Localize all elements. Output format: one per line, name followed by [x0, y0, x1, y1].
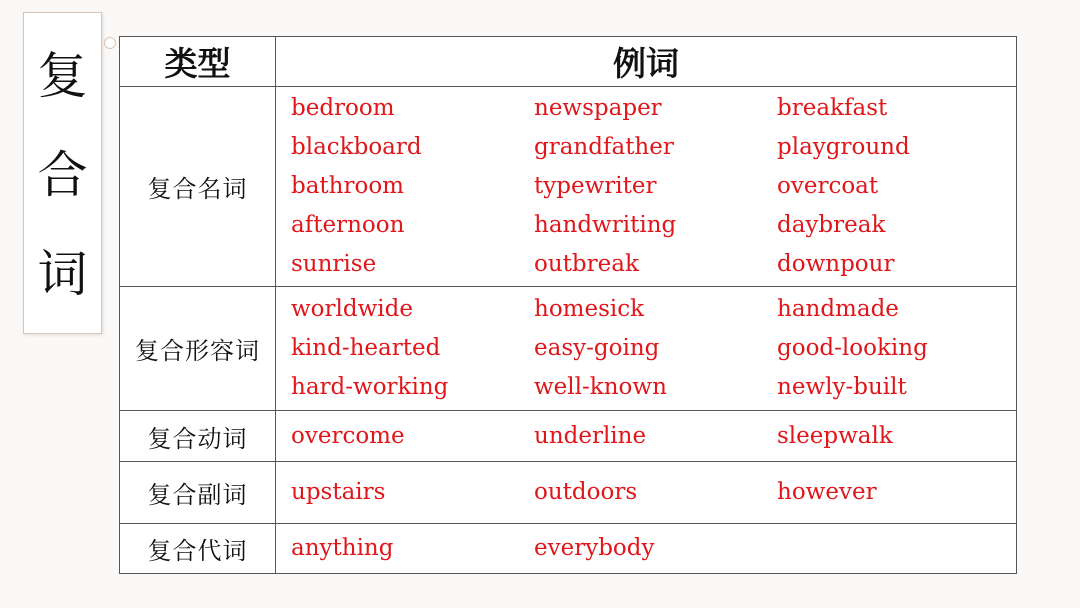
- example-word: daybreak: [777, 212, 886, 238]
- decorative-dot-icon: [104, 37, 116, 49]
- word-type-cell: 复合名词: [120, 87, 276, 287]
- example-word: homesick: [534, 296, 645, 322]
- example-word: breakfast: [777, 95, 888, 121]
- example-word: sunrise: [291, 251, 377, 277]
- table-row: [120, 287, 1017, 411]
- examples-column-header: 例词: [276, 37, 1017, 87]
- examples-cell: [276, 524, 1017, 574]
- example-word: afternoon: [291, 212, 405, 238]
- examples-cell: [276, 87, 1017, 287]
- table-row: [120, 87, 1017, 287]
- word-type-cell: 复合代词: [120, 524, 276, 574]
- example-word: good-looking: [777, 335, 928, 361]
- examples-cell: [276, 411, 1017, 462]
- example-word: bedroom: [291, 95, 395, 121]
- example-word: anything: [291, 535, 394, 561]
- side-title-box: [23, 12, 102, 334]
- side-title-char: 复: [37, 47, 88, 106]
- example-word: sleepwalk: [777, 422, 893, 449]
- word-type-cell: 复合形容词: [120, 287, 276, 411]
- example-word: everybody: [534, 535, 655, 561]
- example-word: blackboard: [291, 134, 422, 160]
- example-word: grandfather: [534, 134, 674, 160]
- compound-words-table: [119, 36, 1017, 574]
- example-word: handmade: [777, 296, 899, 322]
- example-word: easy-going: [534, 335, 660, 361]
- example-word: however: [777, 479, 877, 505]
- table-row: [120, 411, 1017, 462]
- side-title-char: 合: [37, 145, 88, 204]
- type-column-header: 类型: [120, 37, 276, 87]
- example-word: well-known: [534, 374, 667, 400]
- example-word: newly-built: [777, 374, 907, 400]
- example-word: bathroom: [291, 173, 404, 199]
- example-word: playground: [777, 134, 910, 160]
- example-word: typewriter: [534, 173, 657, 199]
- example-word: newspaper: [534, 95, 662, 121]
- example-word: outbreak: [534, 251, 639, 277]
- example-word: kind-hearted: [291, 335, 441, 361]
- side-title-char: 词: [37, 244, 88, 303]
- example-word: upstairs: [291, 479, 386, 505]
- word-type-cell: 复合副词: [120, 462, 276, 524]
- example-word: downpour: [777, 251, 895, 277]
- example-word: worldwide: [291, 296, 413, 322]
- example-word: overcome: [291, 422, 405, 449]
- example-word: outdoors: [534, 479, 638, 505]
- example-word: overcoat: [777, 173, 879, 199]
- table-row: [120, 524, 1017, 574]
- word-type-cell: 复合动词: [120, 411, 276, 462]
- table-header-row: [120, 37, 1017, 87]
- example-word: hard-working: [291, 374, 449, 400]
- table-row: [120, 462, 1017, 524]
- examples-cell: [276, 462, 1017, 524]
- example-word: underline: [534, 422, 647, 449]
- example-word: handwriting: [534, 212, 677, 238]
- examples-cell: [276, 287, 1017, 411]
